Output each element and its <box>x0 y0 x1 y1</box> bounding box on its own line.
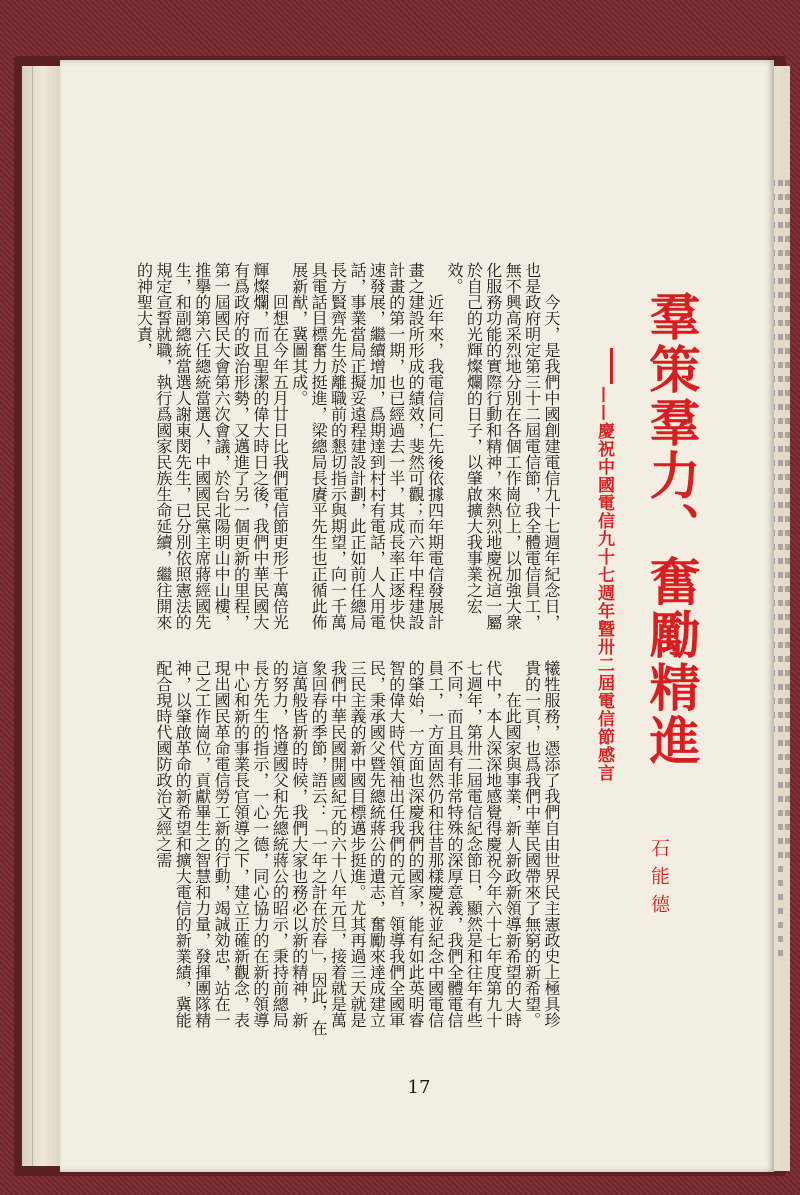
body-paragraph: 犧牲服務，憑添了我們自由世界民主憲政史上極具珍貴的一頁，也爲我們中華民國帶來了無窮的新希望。 <box>522 660 561 1028</box>
body-paragraph: 回想在今年五月廿日比我們電信節更形千萬倍光輝燦爛，而且聖潔的偉大時日之後，我們中華民國大有爲政府的政治形勢，又邁進了另一個更新的里程，第一屆國民大會第六次會議，於台北陽明山中山樓，推擧的第六任總統當選人，中國國民黨主席蔣經國先生，和副總統當選人謝東閔先生，已分別依照憲法的規定宣誓就職，執行爲國家民族生命延續，繼往開來的神聖大責， <box>134 262 290 630</box>
article-author: 石能德 <box>648 838 670 922</box>
article-title: 羣策羣力、奮勵精進 <box>640 290 700 767</box>
body-lower-block <box>140 660 561 1040</box>
bleed-column <box>778 180 783 960</box>
subtitle-dash-rule <box>610 348 613 384</box>
body-paragraph: 在此國家與事業，新人新政新領導新希望的大時代中，本人深深地感覺得慶祝今年六十七年度第九十七週年，第卅二屆電信紀念節日，顯然是和往年有些不同，而且具有非常特殊的深厚意義，我們全體電信員工，一方面固然仍和往昔那樣慶祝並紀念中國電信的肇始，一方面也深慶我們的國家，能有如此英明睿智的偉大時代領袖出任我們的元首，領導我們全國軍民，秉承國父暨先總統蔣公的遺志，奮勵來達成建立三民主義的新中國目標邁步挺進。尤其再過三天就是我們中華民國開國紀元的六十八年元旦，接着就是萬象回春的季節，語云：「一年之計在於春」，因此，在這萬般皆新的時候，我們大家也務必以新的精神，新的努力，恪遵國父和先總統蔣公的昭示，秉持前總局長方先生的指示，一心一德，同心協力的在新的領導中心和新的事業長官領導之下，建立正確新觀念，表現出國民革命電信勞工新的行動，竭誠効忠，站在一己之工作崗位，貢獻畢生之智慧和力量，發揮團隊精神，以肇啟革命的新希望和擴大電信的新業績，冀能配合現時代國防政治文經之需 <box>153 660 523 1036</box>
article-subtitle: ——慶祝中國電信九十七週年曁卅二屆電信節感言 <box>594 386 614 782</box>
body-upper-block <box>134 262 561 642</box>
body-paragraph: 近年來，我電信同仁先後依據四年期電信發展計畫之建設所形成的績效，斐然可觀；而六年中程建設計畫的第一期，也已經過去一半，其成長率正逐步快速發展，繼續增加，爲期達到村村有電話，人人用電話，事業當局正擬妥遠程建設計劃，此正如前任總局長方賢齊先生於離職前的懇切指示與期望，向一千萬具電話目標奮力挺進，梁總局長賡平先生也正循此佈展新猷，冀圖其成。 <box>289 262 445 630</box>
bleed-column <box>785 180 790 860</box>
body-paragraph: 今天，是我們中國創建電信九十七週年紀念日，也是政府明定第三十二屆電信節，我全體電信員工，無不興高采烈地分別在各個工作崗位上，以加強大衆化服務功能的實際行動和精神，來熱烈地慶祝這一屬於自己的光輝燦爛的日子，以肇啟擴大我事業之宏效。 <box>444 262 561 630</box>
page-number: 17 <box>407 1077 431 1098</box>
